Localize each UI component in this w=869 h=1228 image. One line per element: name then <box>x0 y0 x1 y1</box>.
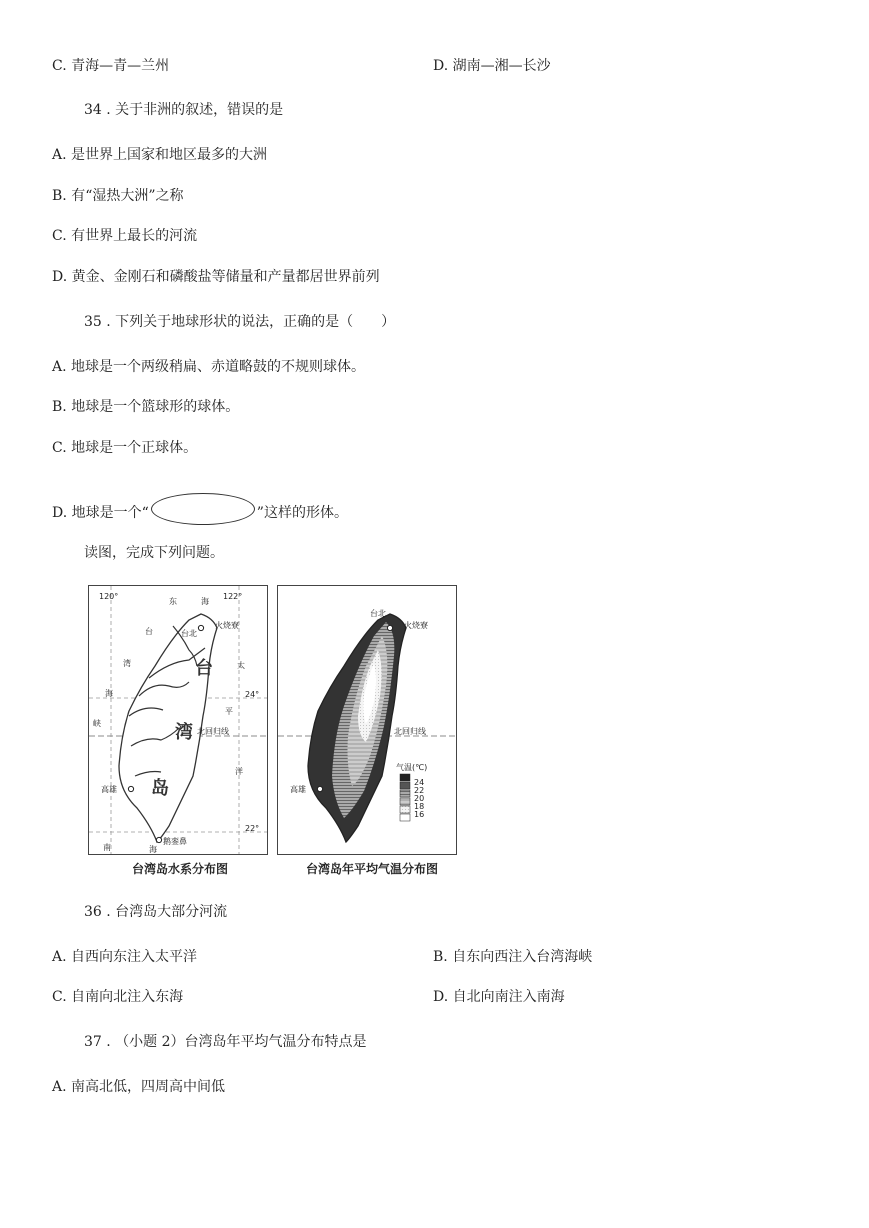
q36-option-b: B. 自东向西注入台湾海峡 <box>433 949 593 965</box>
sea-north-label-1: 东 <box>169 597 177 606</box>
lat-24-label: 24° <box>245 690 260 699</box>
taiwan-maps-figure <box>88 585 458 880</box>
sea-south-label-2: 海 <box>149 845 157 854</box>
city-eluanbi-label: 鹅銮鼻 <box>163 837 187 846</box>
q34-option-a: A. 是世界上国家和地区最多的大洲 <box>52 147 268 163</box>
island-label-2: 湾 <box>175 722 193 743</box>
q33-option-c: C. 青海—青—兰州 <box>52 58 170 74</box>
q35-option-d <box>52 497 348 529</box>
city-taipei-label: 台北 <box>181 629 197 638</box>
strait-label-2: 湾 <box>123 659 131 668</box>
ocean-label-1: 太 <box>237 661 245 670</box>
city-kaohsiung-label: 高雄 <box>290 785 306 794</box>
lon-122-label: 122° <box>223 592 243 601</box>
strait-label-4: 峡 <box>93 719 101 728</box>
city-kaohsiung-label: 高雄 <box>101 785 117 794</box>
q35-option-a: A. 地球是一个两级稍扁、赤道略鼓的不规则球体。 <box>52 359 366 375</box>
island-label-1: 台 <box>195 658 213 679</box>
legend-value-16: 16 <box>414 810 425 819</box>
legend-value-20: 20 <box>414 794 425 803</box>
q35-option-d-prefix: D. 地球是一个“ <box>52 505 149 521</box>
q36-stem: 36 . 台湾岛大部分河流 <box>84 904 228 920</box>
ellipse-shape <box>151 493 255 525</box>
river-system-map <box>88 585 268 855</box>
temperature-map-drawing <box>278 586 457 855</box>
lon-120-label: 120° <box>99 592 119 601</box>
q36-option-c: C. 自南向北注入东海 <box>52 989 184 1005</box>
ocean-label-3: 洋 <box>235 767 243 776</box>
legend-value-18: 18 <box>414 802 425 811</box>
q34-option-b: B. 有“湿热大洲”之称 <box>52 188 184 204</box>
temperature-map <box>277 585 457 855</box>
sea-north-label-2: 海 <box>201 597 209 606</box>
tropic-label: 北回归线 <box>394 727 426 736</box>
q36-option-a: A. 自西向东注入太平洋 <box>52 949 198 965</box>
read-instruction: 读图，完成下列问题。 <box>84 545 224 561</box>
q33-option-d: D. 湖南—湘—长沙 <box>433 58 551 74</box>
city-huoshaoliao-label: 火烧寮 <box>404 621 428 630</box>
q36-option-d: D. 自北向南注入南海 <box>433 989 565 1005</box>
q35-stem: 35 . 下列关于地球形状的说法，正确的是（ ） <box>84 314 396 330</box>
q35-option-c: C. 地球是一个正球体。 <box>52 440 198 456</box>
city-taipei-label: 台北 <box>370 609 386 618</box>
legend-value-22: 22 <box>414 786 425 795</box>
river-map-caption: 台湾岛水系分布图 <box>132 862 229 876</box>
legend-title: 气温(℃) <box>396 763 428 772</box>
sea-south-label-1: 南 <box>103 843 111 852</box>
q34-option-c: C. 有世界上最长的河流 <box>52 228 198 244</box>
lat-22-label: 22° <box>245 824 260 833</box>
temperature-map-caption: 台湾岛年平均气温分布图 <box>306 862 439 876</box>
q37-stem: 37 . （小题 2）台湾岛年平均气温分布特点是 <box>84 1034 367 1050</box>
legend-value-24: 24 <box>414 778 425 787</box>
q35-option-d-suffix: ”这样的形体。 <box>256 505 348 521</box>
q34-stem: 34 . 关于非洲的叙述，错误的是 <box>84 102 284 118</box>
q37-option-a: A. 南高北低，四周高中间低 <box>52 1079 226 1095</box>
island-label-3: 岛 <box>151 778 169 799</box>
q34-option-d: D. 黄金、金刚石和磷酸盐等储量和产量都居世界前列 <box>52 269 380 285</box>
strait-label-3: 海 <box>105 689 113 698</box>
strait-label-1: 台 <box>145 627 153 636</box>
q35-option-b: B. 地球是一个篮球形的球体。 <box>52 399 240 415</box>
city-huoshaoliao-label: 火烧寮 <box>215 621 239 630</box>
tropic-label: 北回归线 <box>197 727 229 736</box>
ocean-label-2: 平 <box>225 707 233 716</box>
